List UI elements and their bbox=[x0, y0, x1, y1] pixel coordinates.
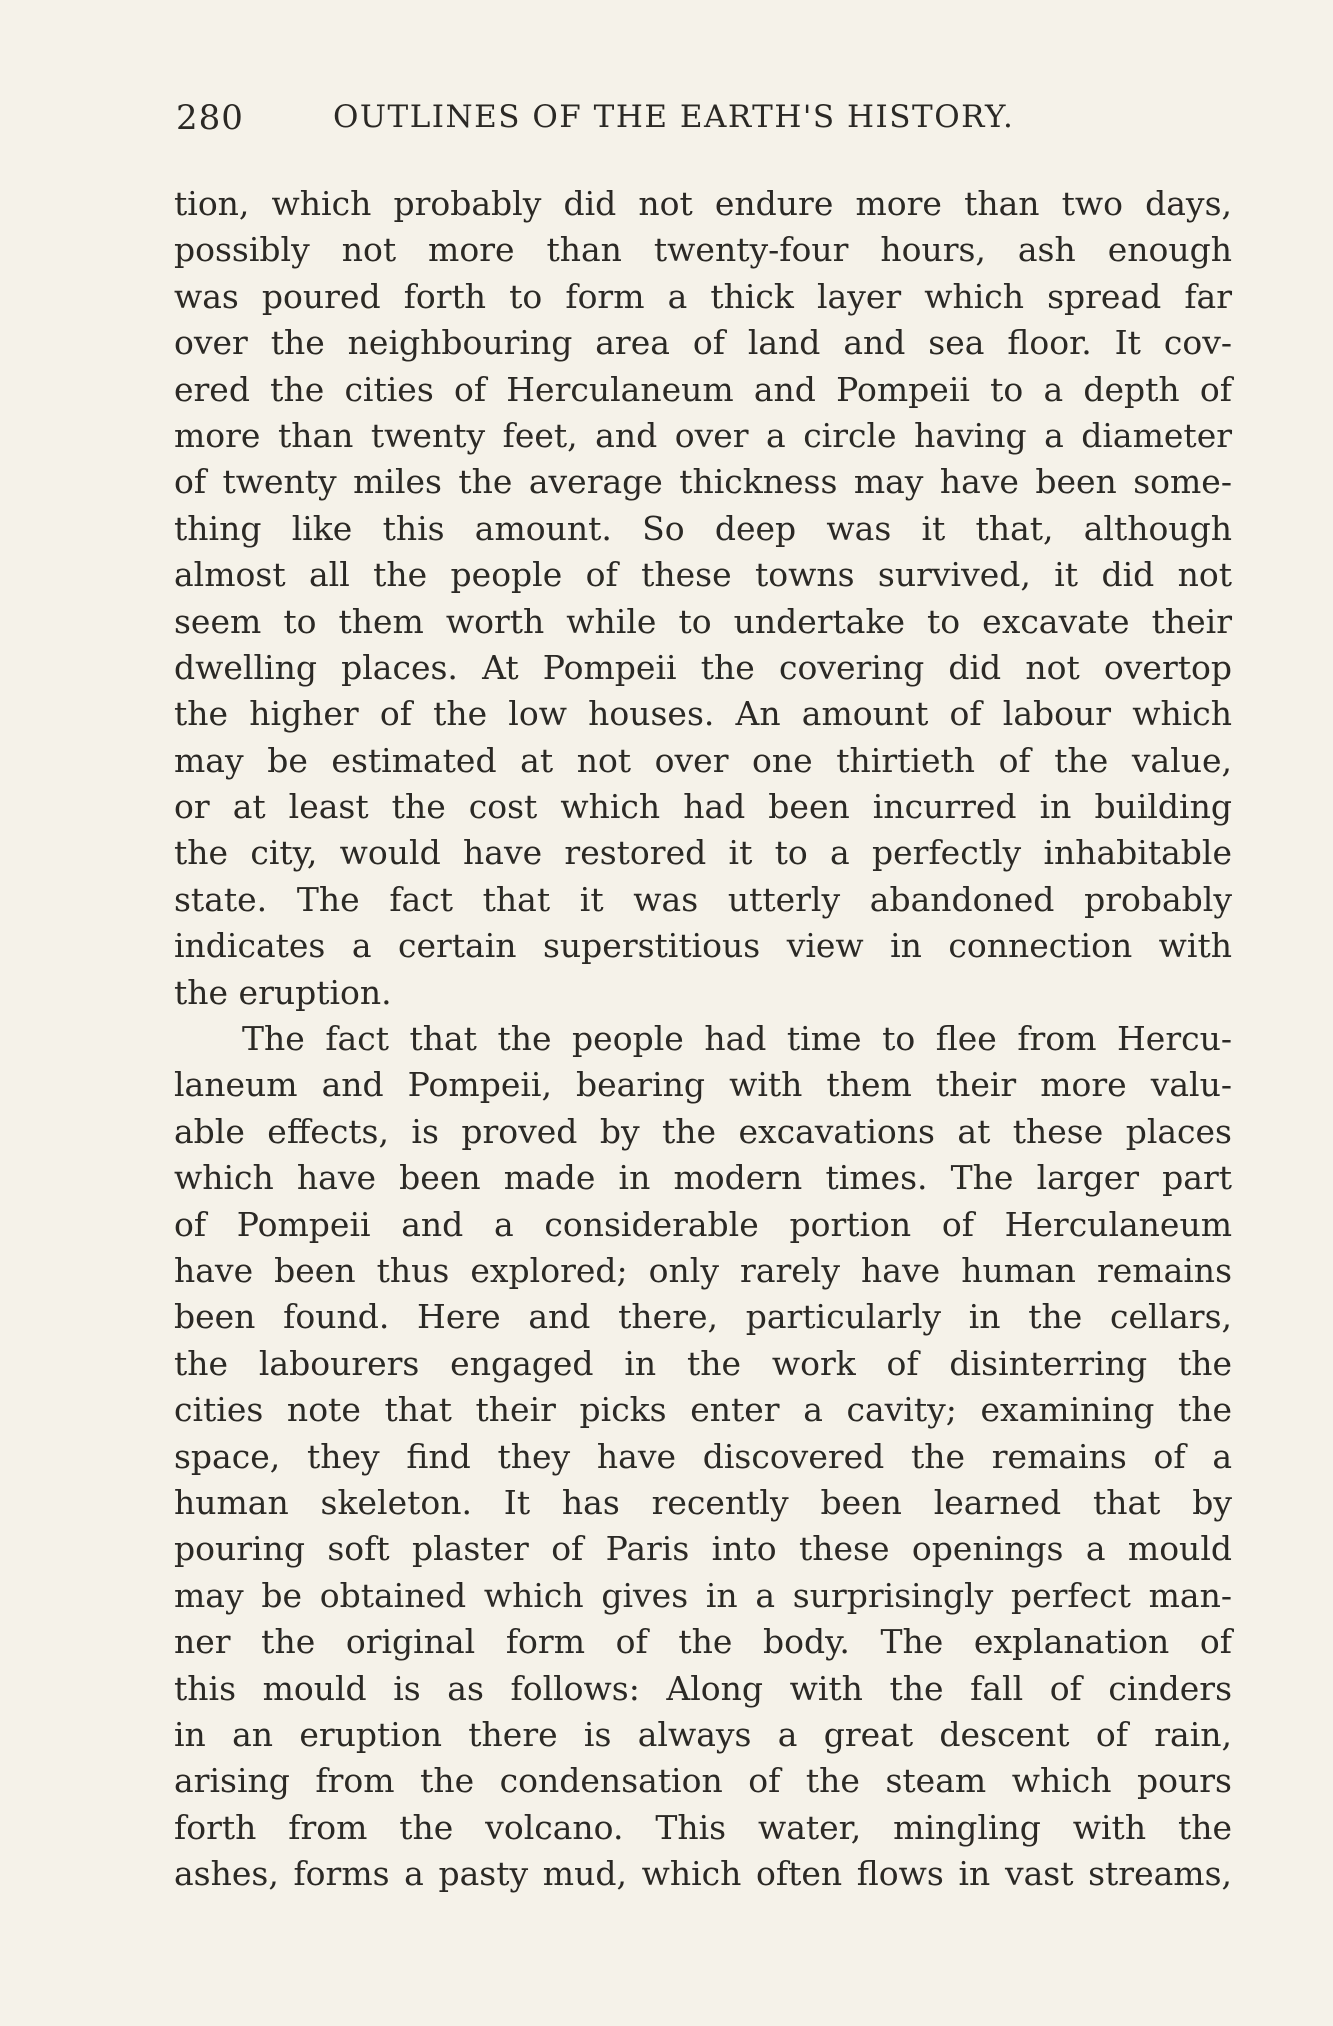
text-line: the eruption. bbox=[174, 972, 392, 1012]
text-line: the labourers engaged in the work of disinterring the bbox=[174, 1343, 1232, 1383]
text-line: human skeleton. It has recently been learned that by bbox=[174, 1482, 1232, 1522]
text-line: been found. Here and there, particularly in the cellars, bbox=[174, 1297, 1232, 1337]
text-line: dwelling places. At Pompeii the covering did not overtop bbox=[174, 647, 1232, 687]
text-line: have been thus explored; only rarely have human remains bbox=[174, 1250, 1232, 1290]
text-line: The fact that the people had time to flee from Hercu- bbox=[242, 1019, 1232, 1059]
paragraph-1 bbox=[174, 181, 1232, 1016]
body-text bbox=[174, 181, 1232, 1897]
text-line: seem to them worth while to undertake to excavate their bbox=[174, 601, 1232, 641]
text-line: may be obtained which gives in a surprisingly perfect man- bbox=[174, 1575, 1232, 1615]
text-line: was poured forth to form a thick layer which spread far bbox=[174, 276, 1232, 316]
text-line: cities note that their picks enter a cavity; examining the bbox=[174, 1390, 1232, 1430]
text-line: of Pompeii and a considerable portion of Herculaneum bbox=[174, 1204, 1232, 1244]
text-line: ashes, forms a pasty mud, which often flows in vast streams, bbox=[174, 1854, 1232, 1894]
text-line: forth from the volcano. This water, mingling with the bbox=[174, 1807, 1232, 1847]
text-line: in an eruption there is always a great descent of rain, bbox=[174, 1714, 1232, 1754]
page-header bbox=[176, 98, 1230, 144]
text-line: thing like this amount. So deep was it that, although bbox=[174, 508, 1232, 548]
text-line: able effects, is proved by the excavations at these places bbox=[174, 1111, 1232, 1151]
text-line: possibly not more than twenty-four hours, ash enough bbox=[174, 230, 1232, 270]
text-line: ner the original form of the body. The explanation of bbox=[174, 1622, 1232, 1662]
text-line: almost all the people of these towns survived, it did not bbox=[174, 555, 1232, 595]
text-line: of twenty miles the average thickness may have been some- bbox=[174, 462, 1232, 502]
text-line: may be estimated at not over one thirtieth of the value, bbox=[174, 740, 1232, 780]
text-line: the city, would have restored it to a perfectly inhabitable bbox=[174, 833, 1232, 873]
text-line: or at least the cost which had been incurred in building bbox=[174, 787, 1232, 827]
text-line: pouring soft plaster of Paris into these openings a mould bbox=[174, 1529, 1232, 1569]
text-line: more than twenty feet, and over a circle having a diameter bbox=[174, 415, 1232, 455]
text-line: the higher of the low houses. An amount of labour which bbox=[174, 694, 1232, 734]
text-line: state. The fact that it was utterly abandoned probably bbox=[174, 879, 1232, 919]
text-line: arising from the condensation of the steam which pours bbox=[174, 1761, 1232, 1801]
text-line: this mould is as follows: Along with the fall of cinders bbox=[174, 1668, 1232, 1708]
running-head: OUTLINES OF THE EARTH'S HISTORY. bbox=[333, 99, 1015, 135]
text-line: space, they find they have discovered the remains of a bbox=[174, 1436, 1232, 1476]
text-line: indicates a certain superstitious view in connection with bbox=[174, 926, 1232, 966]
text-line: over the neighbouring area of land and sea floor. It cov- bbox=[174, 323, 1232, 363]
text-line: laneum and Pompeii, bearing with them their more valu- bbox=[174, 1065, 1232, 1105]
text-line: which have been made in modern times. The larger part bbox=[174, 1158, 1232, 1198]
page-number: 280 bbox=[176, 98, 244, 138]
text-line: tion, which probably did not endure more than two days, bbox=[174, 184, 1232, 223]
paragraph-2 bbox=[174, 1016, 1232, 1897]
text-line: ered the cities of Herculaneum and Pompeii to a depth of bbox=[174, 369, 1232, 409]
